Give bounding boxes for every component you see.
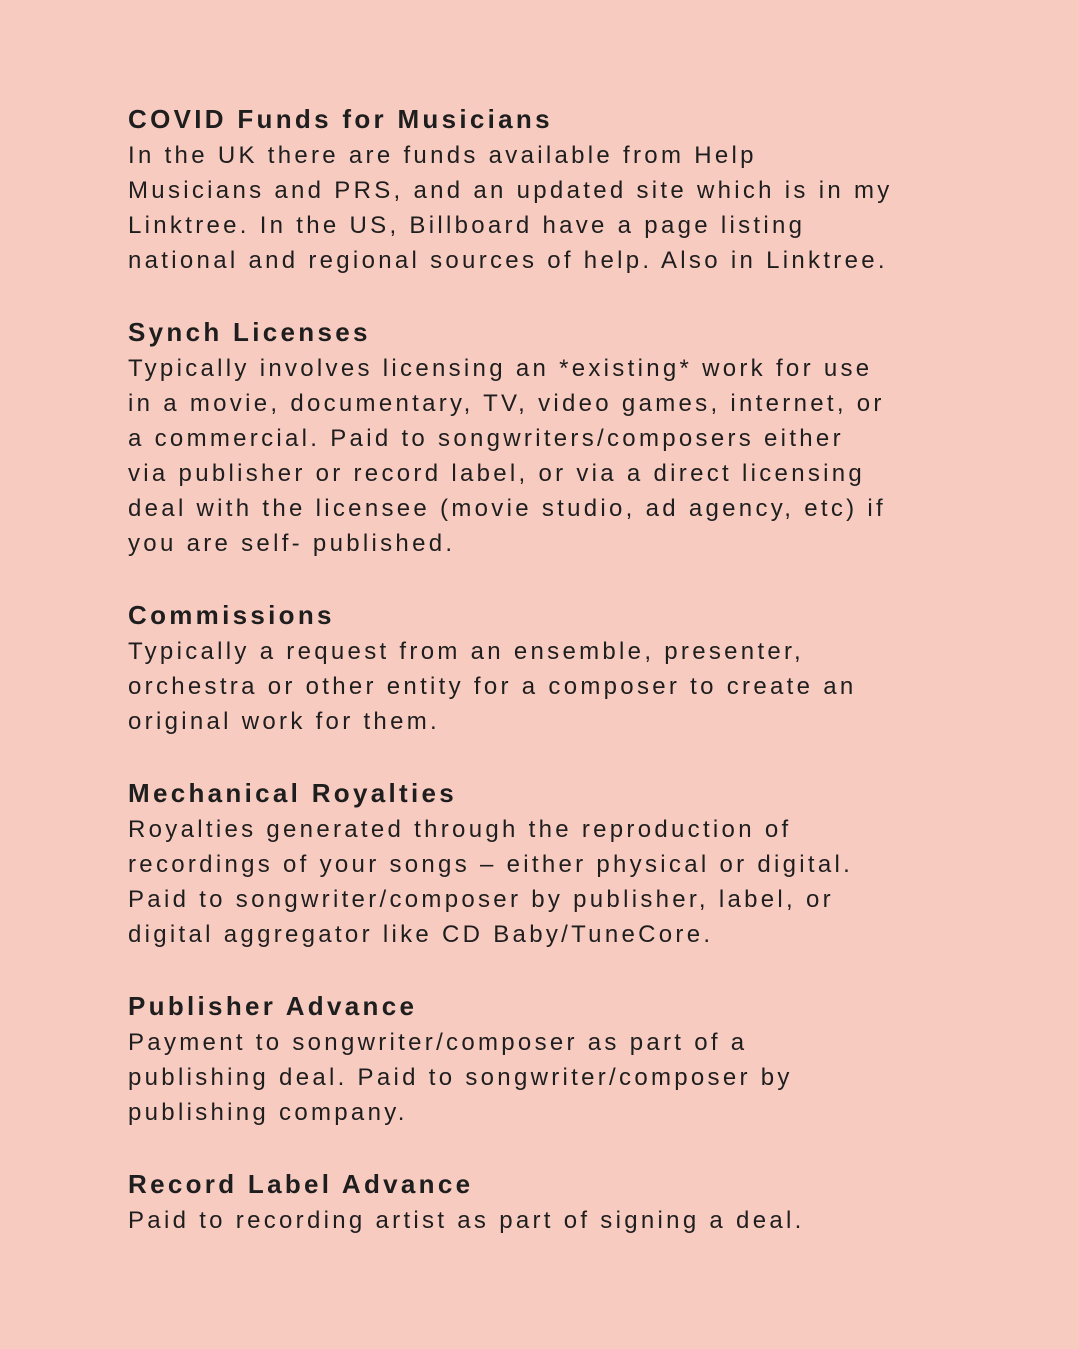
section-title: Record Label Advance	[128, 1169, 474, 1199]
section-title: Publisher Advance	[128, 991, 418, 1021]
section-text-line: In the UK there are funds available from Help	[128, 142, 757, 169]
section-text-line: Payment to songwriter/composer as part of a	[128, 1029, 748, 1056]
section-text-line: via publisher or record label, or via a direct licensing	[128, 460, 866, 487]
section-text-line: Paid to songwriter/composer by publisher, label, or	[128, 886, 834, 913]
section-text-line: Linktree. In the US, Billboard have a page listing	[128, 212, 806, 239]
section-text-line: original work for them.	[128, 708, 440, 735]
section-title: COVID Funds for Musicians	[128, 104, 553, 134]
section-text-line: Typically involves licensing an *existing* work for use	[128, 355, 873, 382]
section-text-line: national and regional sources of help. Also in Linktree.	[128, 247, 888, 274]
section-text-line: you are self- published.	[128, 530, 456, 557]
section-text-line: recordings of your songs – either physical or digital.	[128, 851, 854, 878]
section-title: Commissions	[128, 600, 335, 630]
section-covid-funds	[128, 102, 988, 278]
section-synch-licenses	[128, 315, 988, 561]
section-title: Mechanical Royalties	[128, 778, 457, 808]
section-text-line: Musicians and PRS, and an updated site which is in my	[128, 177, 893, 204]
section-text-line: publishing company.	[128, 1099, 408, 1126]
section-text-line: orchestra or other entity for a composer to create an	[128, 673, 857, 700]
section-commissions	[128, 598, 988, 739]
section-text-line: publishing deal. Paid to songwriter/composer by	[128, 1064, 793, 1091]
section-text-line: Typically a request from an ensemble, presenter,	[128, 638, 804, 665]
section-text-line: digital aggregator like CD Baby/TuneCore.	[128, 921, 714, 948]
section-record-label-advance	[128, 1167, 988, 1238]
section-title: Synch Licenses	[128, 317, 371, 347]
section-text-line: deal with the licensee (movie studio, ad agency, etc) if	[128, 495, 886, 522]
section-text-line: a commercial. Paid to songwriters/composers either	[128, 425, 844, 452]
section-text-line: in a movie, documentary, TV, video games, internet, or	[128, 390, 885, 417]
content-column	[128, 102, 988, 1275]
section-text-line: Paid to recording artist as part of signing a deal.	[128, 1207, 805, 1234]
section-publisher-advance	[128, 989, 988, 1130]
section-text-line: Royalties generated through the reproduction of	[128, 816, 792, 843]
section-mechanical-royalties	[128, 776, 988, 952]
